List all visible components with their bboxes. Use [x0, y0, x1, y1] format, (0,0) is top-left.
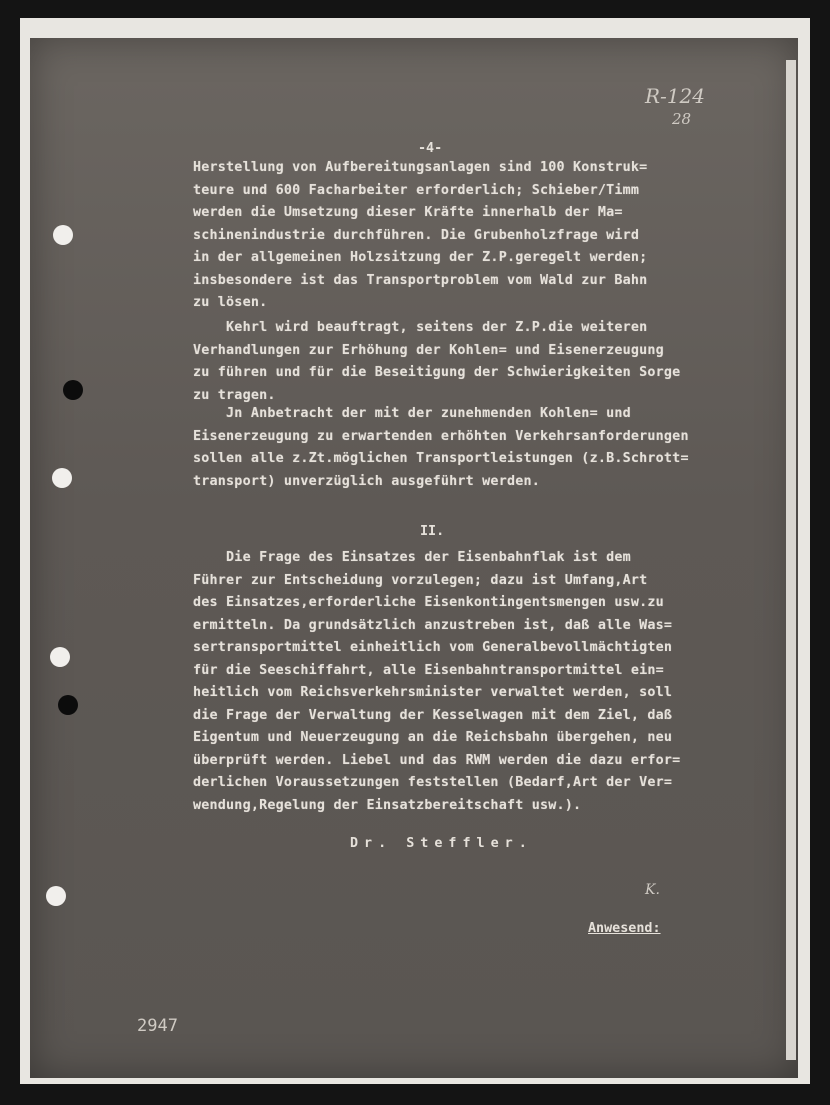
text-line: zu führen und für die Beseitigung der Schwierigkeiten Sorge: [193, 365, 681, 380]
text-line: schinenindustrie durchführen. Die Grubenholzfrage wird: [193, 228, 640, 243]
text-line: für die Seeschiffahrt, alle Eisenbahntransportmittel ein=: [193, 663, 664, 678]
archive-sub-mark: 28: [672, 110, 692, 128]
text-line: Eisenerzeugung zu erwartenden erhöhten Verkehrsanforderungen: [193, 429, 689, 444]
text-line: ermitteln. Da grundsätzlich anzustreben ist, daß alle Was=: [193, 618, 673, 633]
punch-hole: [58, 695, 78, 715]
text-line: transport) unverzüglich ausgeführt werden.: [193, 474, 540, 489]
signature: Dr. Steffler.: [350, 836, 533, 851]
text-line: derlichen Voraussetzungen feststellen (Bedarf,Art der Ver=: [193, 775, 673, 790]
text-line: die Frage der Verwaltung der Kesselwagen mit dem Ziel, daß: [193, 708, 673, 723]
section-heading: II.: [420, 524, 445, 539]
paragraph-3: [193, 406, 753, 496]
punch-hole: [53, 225, 73, 245]
punch-hole: [50, 647, 70, 667]
paragraph-4: [193, 550, 753, 820]
text-line: in der allgemeinen Holzsitzung der Z.P.geregelt werden;: [193, 250, 648, 265]
text-line: sertransportmittel einheitlich vom Generalbevollmächtigten: [193, 640, 673, 655]
text-line: wendung,Regelung der Einsatzbereitschaft usw.).: [193, 798, 582, 813]
text-line: überprüft werden. Liebel und das RWM werden die dazu erfor=: [193, 753, 681, 768]
page-marker: -4-: [418, 141, 443, 156]
archive-mark: R-124: [645, 84, 705, 108]
text-line: heitlich vom Reichsverkehrsminister verwaltet werden, soll: [193, 685, 673, 700]
page-number: 2947: [137, 1016, 178, 1036]
text-line: Eigentum und Neuerzeugung an die Reichsbahn übergehen, neu: [193, 730, 673, 745]
text-line: zu lösen.: [193, 295, 268, 310]
text-line: teure und 600 Facharbeiter erforderlich; Schieber/Timm: [193, 183, 640, 198]
punch-hole: [63, 380, 83, 400]
text-line: insbesondere ist das Transportproblem vom Wald zur Bahn: [193, 273, 648, 288]
text-line: werden die Umsetzung dieser Kräfte innerhalb der Ma=: [193, 205, 623, 220]
initials-mark: K.: [645, 882, 660, 898]
text-line: Führer zur Entscheidung vorzulegen; dazu ist Umfang,Art: [193, 573, 648, 588]
text-line: Die Frage des Einsatzes der Eisenbahnflak ist dem: [193, 550, 631, 565]
sheet-edge: [786, 60, 796, 1060]
text-line: zu tragen.: [193, 388, 276, 403]
text-line: Kehrl wird beauftragt, seitens der Z.P.die weiteren: [193, 320, 648, 335]
text-line: Jn Anbetracht der mit der zunehmenden Kohlen= und: [193, 406, 631, 421]
text-line: Verhandlungen zur Erhöhung der Kohlen= und Eisenerzeugung: [193, 343, 664, 358]
text-line: sollen alle z.Zt.möglichen Transportleistungen (z.B.Schrott=: [193, 451, 689, 466]
paragraph-2: [193, 320, 753, 410]
punch-hole: [52, 468, 72, 488]
punch-hole: [46, 886, 66, 906]
paragraph-1: [193, 160, 753, 320]
text-line: des Einsatzes,erforderliche Eisenkontingentsmengen usw.zu: [193, 595, 664, 610]
text-line: Herstellung von Aufbereitungsanlagen sind 100 Konstruk=: [193, 160, 648, 175]
attendees-label: Anwesend:: [588, 921, 661, 936]
